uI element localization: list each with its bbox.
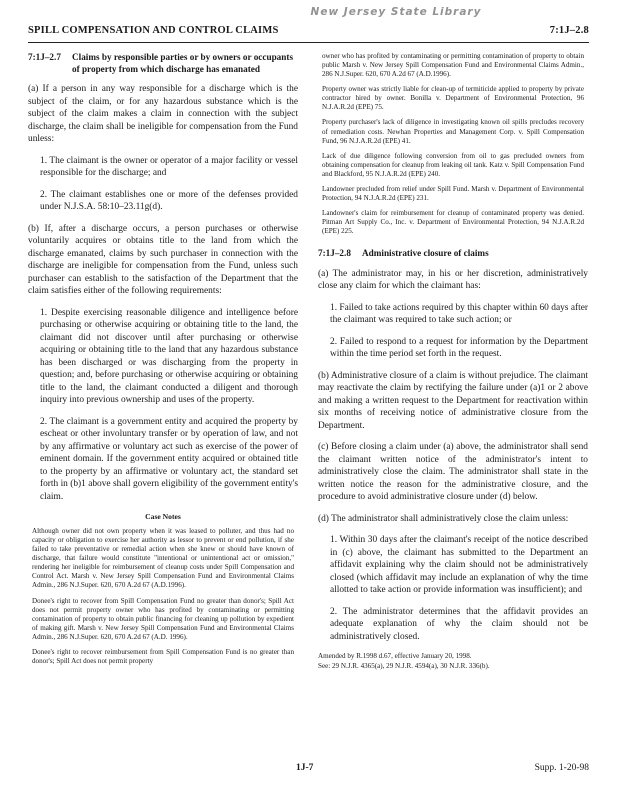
section-heading-2-7 bbox=[28, 52, 298, 75]
case-note: Although owner did not own property when it was leased to polluter, and thus had no capacity or obligation to exercise her authority as lessor to prevent or end pollution, if she failed to take preventative or remedial action when she knew or should have known of discharge, that failure would constitute "intentional or unintentional act or omission," rendering her ineligible for reimbursement of cleanup costs under Spill Compensation and Control Act. Marsh v. New Jersey Spill Compensation Fund and Environmental Claims Admin., 286 N.J.Super. 620, 670 A.2d 67 (A.D.1996). bbox=[32, 527, 294, 590]
case-note: Donee's right to recover reimbursement from Spill Compensation Fund is no greater than donor's; Spill Act does not permit property bbox=[32, 647, 294, 666]
supplement-date: Supp. 1-20-98 bbox=[534, 763, 589, 773]
paragraph-a1: 1. The claimant is the owner or operator of a major facility or vessel responsible for the discharge; and bbox=[40, 155, 298, 178]
case-note: Landowner's claim for reimbursement for cleanup of contaminated property was denied. Pitman Art Supply Co., Inc. v. Department of Environmental Protection, 94 N.J.A.R.2d (EPE) 225. bbox=[322, 209, 584, 236]
section-title: Claims by responsible parties or by owners or occupants of property from which discharge has emanated bbox=[72, 52, 294, 74]
paragraph-d2: 2. The administrator determines that the affidavit provides an adequate explanation of why the claim should not be administratively closed. bbox=[330, 606, 588, 642]
case-note: Donee's right to recover from Spill Compensation Fund no greater than donor's; Spill Act does not permit property owner who has profited by contaminating or permitting contamination of property to obtain public financing for cleaning up pollution by expedient of making gift. Marsh v. New Jersey Spill Compensation Fund and Environmental Claims Admin., 286 N.J.Super. 620, 670 A.2d 67 (A.D. 1996). bbox=[32, 596, 294, 641]
amendment-note: Amended by R.1998 d.67, effective January 20, 1998. bbox=[318, 652, 472, 661]
case-note: Property owner was strictly liable for clean-up of termiticide applied to property by private contractor hired by owner. Bonilla v. Department of Environmental Protection, 96 N.J.A.R.2d (EPE) 75. bbox=[322, 85, 584, 112]
paragraph-b2: 2. The claimant is a government entity and acquired the property by escheat or other involuntary transfer or by operation of law, and not by any affirmative or voluntary act such as exercise of the power of eminent domain. If the government entity acquired or obtained title to the property by an affirmative or voluntary act, the standard set forth in (b)1 above shall govern eligibility of the government entity's claim. bbox=[40, 416, 298, 502]
paragraph-a: (a) The administrator may, in his or her discretion, administratively close any claim for which the claimant has: bbox=[318, 268, 588, 292]
paragraph-d1: 1. Within 30 days after the claimant's receipt of the notice described in (c) above, the claimant has submitted to the Department an affidavit explaining why the claim should not be administratively closed (which affidavit may include an explanation of why the time allotted to take action or provide information was insufficient); and bbox=[330, 535, 588, 596]
paragraph-a: (a) If a person in any way responsible for a discharge which is the subject of the claim, or for any hazardous substance which is the subject of the claim makes a claim in connection with the subject discharge, the claim shall be ineligible for compensation from the Fund unless: bbox=[28, 84, 298, 144]
paragraph-b: (b) Administrative closure of a claim is without prejudice. The claimant may reactivate the claim by rectifying the failure under (a)1 or 2 above and making a written request to the Department for reactivation within six months of receiving notice of administrative closure from the Department. bbox=[318, 370, 588, 431]
paragraph-b: (b) If, after a discharge occurs, a person purchases or otherwise voluntarily acquires or obtains title to the land from which the discharge emanated, claims by such purchaser in connection with the discharge are ineligible for compensation from the Fund, unless such purchaser can establish to the satisfaction of the Department that the claim satisfies either of the following requirements: bbox=[28, 223, 298, 296]
paragraph-d: (d) The administrator shall administratively close the claim unless: bbox=[318, 513, 569, 524]
paragraph-a2: 2. The claimant establishes one or more of the defenses provided under N.J.S.A. 58:10–23.11g(d). bbox=[40, 189, 298, 212]
case-note: Property purchaser's lack of diligence in investigating known oil spills precludes recovery of remediation costs. Newhan Properties and Management Corp. v. Spill Compensation Fund, 96 N.J.A.R.2d (EPE) 41. bbox=[322, 118, 584, 145]
library-watermark: New Jersey State Library bbox=[310, 6, 482, 18]
page-number: 1J-7 bbox=[296, 763, 314, 773]
section-number: 7:1J–2.8 bbox=[318, 248, 351, 259]
amendment-reference: See: 29 N.J.R. 4365(a), 29 N.J.R. 4594(a), 30 N.J.R. 336(b). bbox=[318, 661, 490, 670]
paragraph-a1: 1. Failed to take actions required by this chapter within 60 days after the claimant was required to take such action; or bbox=[330, 302, 588, 326]
paragraph-a2: 2. Failed to respond to a request for information by the Department within the time period set forth in the request. bbox=[330, 336, 588, 360]
paragraph-c: (c) Before closing a claim under (a) above, the administrator shall send the claimant written notice of the administrator's intent to administratively close the claim. The administrator shall state in the written notice the reason for the administrative closure, and the procedure to avoid administrative closure under (d) below. bbox=[318, 442, 588, 503]
header-section-number: 7:1J–2.8 bbox=[549, 25, 589, 36]
case-notes-heading: Case Notes bbox=[145, 512, 181, 521]
section-heading-2-8 bbox=[318, 248, 588, 260]
case-note: Lack of due diligence following conversion from oil to gas precluded owners from obtaining compensation for cleanup from leaking oil tank. Katz v. Spill Compensation Fund and Blackford, 95 N.J.A.R.2d (EPE) 240. bbox=[322, 151, 584, 178]
right-column bbox=[318, 52, 588, 752]
section-title: Administrative closure of claims bbox=[362, 248, 489, 259]
section-number: 7:1J–2.7 bbox=[28, 52, 61, 62]
paragraph-b1: 1. Despite exercising reasonable diligence and intelligence before purchasing or otherwise acquiring or obtaining title to the land, the claimant did not discover until after purchasing or otherwise acquiring or obtaining title to the land that any hazardous substance has been discharged or was discharging from the property in question; and, before purchasing or otherwise acquiring or obtaining title to the land, the claimant conducted a diligent and thorough inquiry into previous ownership and uses of the property. bbox=[40, 307, 298, 405]
header-title: SPILL COMPENSATION AND CONTROL CLAIMS bbox=[28, 25, 279, 36]
case-note: owner who has profited by contaminating or permitting contamination of property to obtain public Marsh v. New Jersey Spill Compensation Fund and Environmental Claims Admin., 286 N.J.Super. 620, 670 A.2d 67 (A.D.1996). bbox=[322, 52, 584, 79]
header-rule bbox=[28, 42, 589, 43]
running-header bbox=[28, 25, 589, 41]
page-footer bbox=[28, 763, 589, 777]
case-note: Landowner precluded from relief under Spill Fund. Marsh v. Department of Environmental Protection, 94 N.J.A.R.2d (EPE) 231. bbox=[322, 184, 584, 203]
left-column bbox=[28, 52, 298, 752]
